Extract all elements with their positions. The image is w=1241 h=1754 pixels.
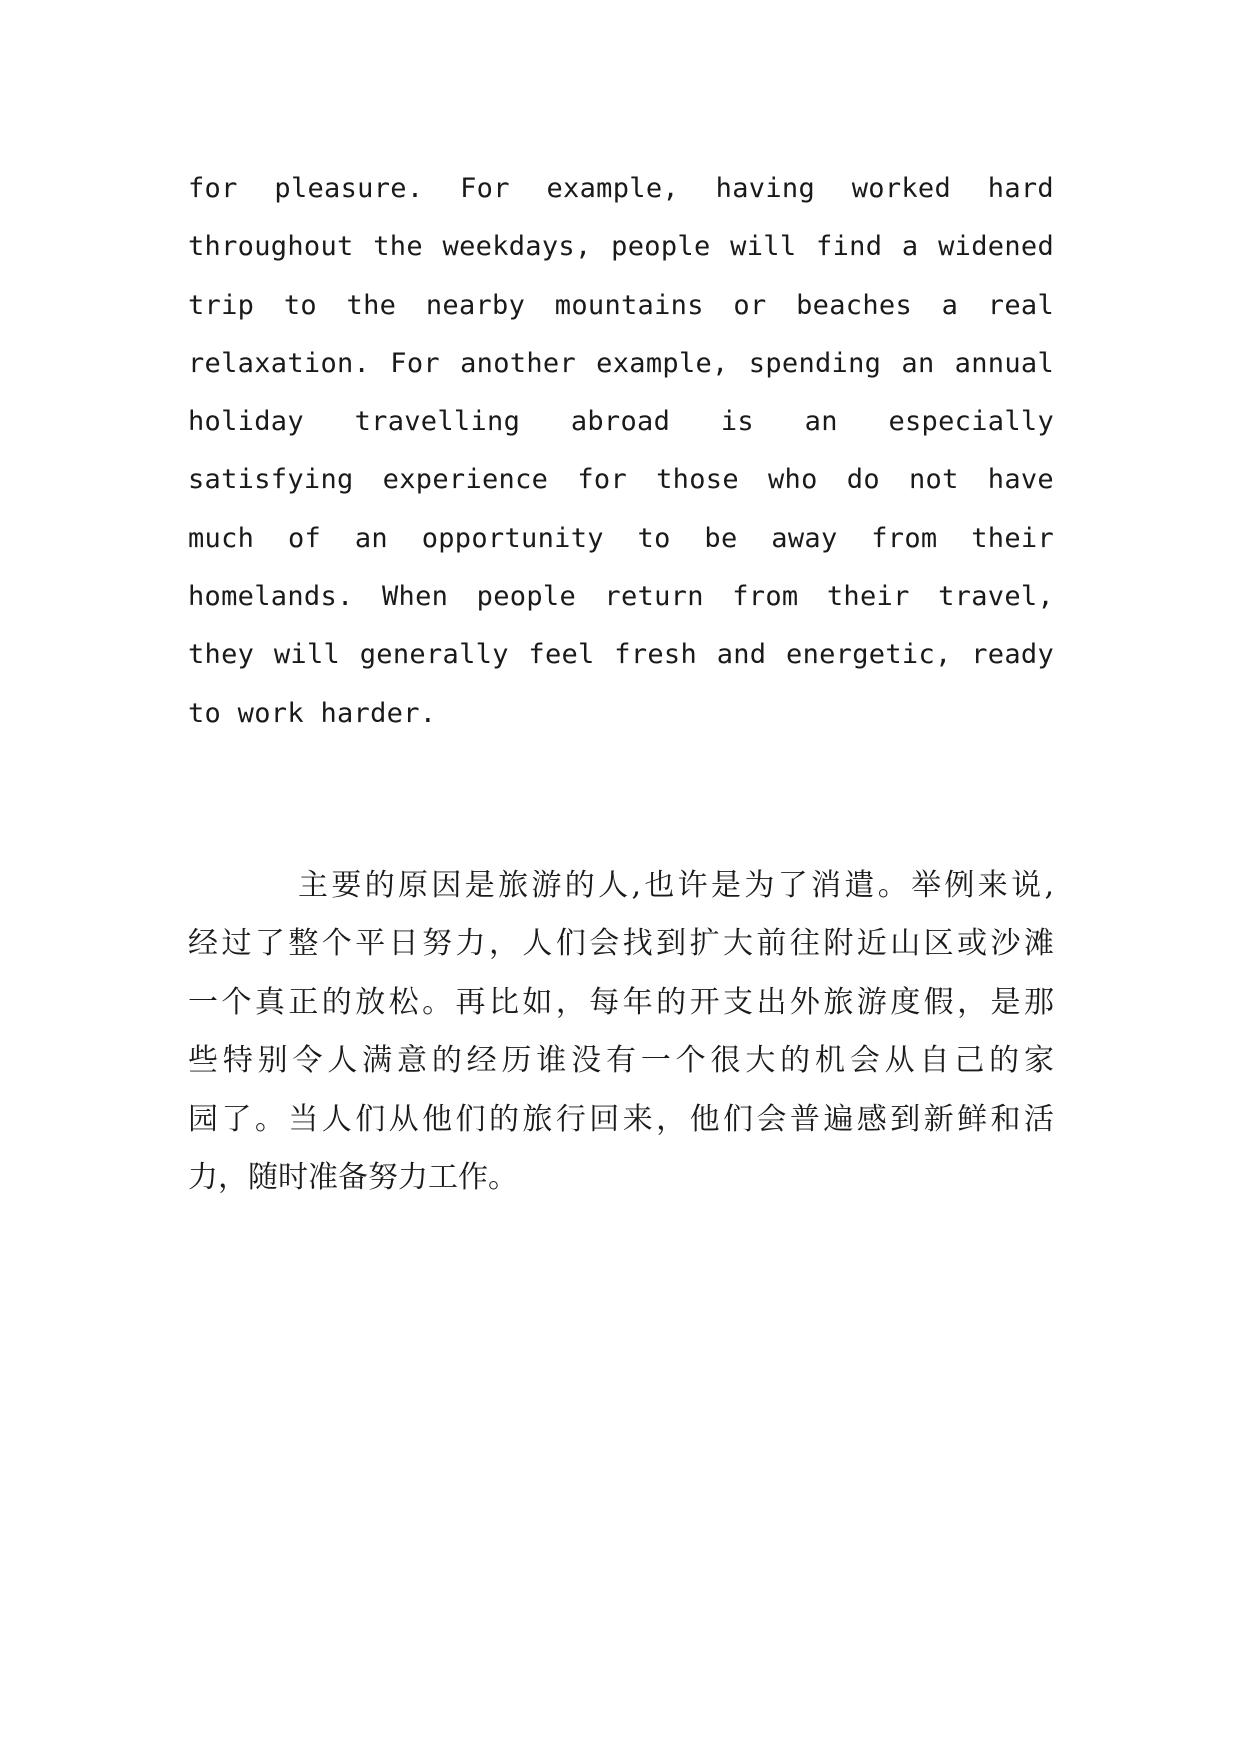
text-line: much of an opportunity to be away from their [188,522,1054,554]
text-line: 主要的原因是旅游的人,也许是为了消遣。举例来说, [298,868,1054,903]
text-line: holiday travelling abroad is an especially [188,406,1054,438]
text-line: 些特别令人满意的经历谁没有一个很大的机会从自己的家 [188,1043,1054,1079]
text-line: for pleasure. For example, having worked hard [188,173,1054,204]
text-line: satisfying experience for those who do not have [188,464,1054,496]
text-line: 一个真正的放松。再比如，每年的开支出外旅游度假，是那 [188,984,1054,1020]
chinese-paragraph [188,857,1054,1207]
text-line: 园了。当人们从他们的旅行回来，他们会普遍感到新鲜和活 [188,1101,1054,1137]
text-line: 力，随时准备努力工作。 [188,1159,518,1195]
english-paragraph [188,160,1054,743]
text-line: throughout the weekdays, people will find a widened [188,231,1054,263]
text-line: they will generally feel fresh and energetic, ready [188,639,1054,671]
text-line: homelands. When people return from their travel, [188,581,1054,613]
text-line: to work harder. [188,697,437,729]
text-line: trip to the nearby mountains or beaches a real [188,289,1054,321]
text-line: 经过了整个平日努力，人们会找到扩大前往附近山区或沙滩 [188,926,1054,962]
text-line: relaxation. For another example, spending an annual [188,347,1054,379]
